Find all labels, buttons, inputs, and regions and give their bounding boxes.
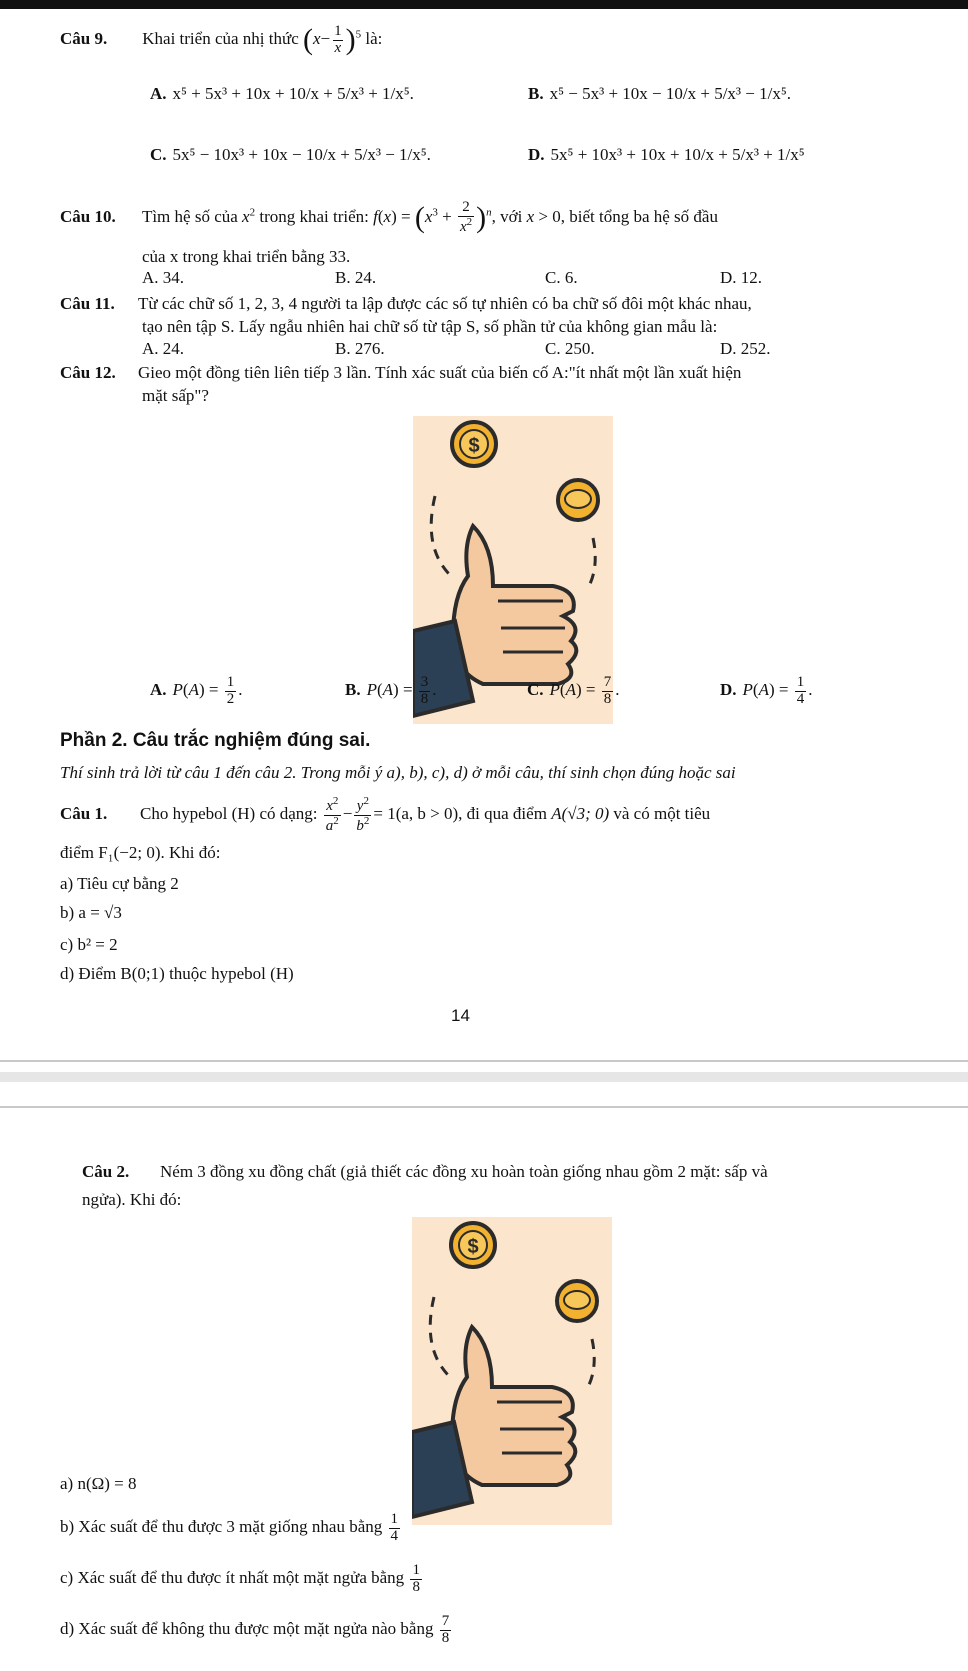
q12-line2: mặt sấp"? [142, 386, 209, 405]
q11-line2: tạo nên tập S. Lấy ngẫu nhiên hai chữ số từ tập S, số phần tử của không gian mẫu là: [142, 317, 718, 336]
page-number: 14 [451, 1006, 470, 1025]
coin-toss-illustration-2 [412, 1217, 612, 1525]
page-gap [0, 1072, 968, 1082]
q12-option-d[interactable]: D. P(A) = $\frac{1}{4}$ . [720, 674, 813, 707]
q11-option-d[interactable]: D. 252. [720, 339, 771, 358]
q12-option-b[interactable]: B. P(A) = $\frac{3}{8}$ . [345, 674, 437, 707]
p2q2-item-a[interactable]: a) n(Ω) = 8 [60, 1474, 137, 1493]
q12-option-c[interactable]: C. P(A) = $\frac{7}{8}$ . [527, 674, 620, 707]
q9-stem: Câu 9. Khai triển của nhị thức (x− $\frac{1}{x}$ )$^5$ là: [60, 22, 383, 56]
top-border [0, 0, 968, 9]
p2q1-item-b[interactable]: b) a = √3 [60, 903, 122, 922]
q9-option-b[interactable]: B. x⁵ − 5x³ + 10x − 10/x + 5/x³ − 1/x⁵. [528, 84, 791, 103]
p2q1-item-c[interactable]: c) b² = 2 [60, 935, 118, 954]
q10-option-b[interactable]: B. 24. [335, 268, 377, 287]
q10-option-c[interactable]: C. 6. [545, 268, 578, 287]
q10-line2: của x trong khai triển bằng 33. [142, 247, 351, 266]
p2q2-item-b[interactable]: b) Xác suất để thu được 3 mặt giống nhau bằng $\frac{1}{4}$ [60, 1511, 398, 1544]
q12-stem: Câu 12. Gieo một đồng tiên liên tiếp 3 lần. Tính xác suất của biến cố A:"ít nhất một lần xuất hiện [60, 363, 742, 382]
q11-stem: Câu 11. Từ các chữ số 1, 2, 3, 4 người ta lập được các số tự nhiên có ba chữ số đôi một khác nhau, [60, 294, 752, 313]
q11-option-c[interactable]: C. 250. [545, 339, 595, 358]
page-divider [0, 1106, 968, 1108]
p2q1-line2: điểm F₁(−2; 0). Khi đó: [60, 843, 221, 862]
dollar-sign: $ [467, 1236, 479, 1258]
q9-option-d[interactable]: D. 5x⁵ + 10x³ + 10x + 10/x + 5/x³ + 1/x⁵ [528, 145, 805, 164]
p2q1-item-a[interactable]: a) Tiêu cự bằng 2 [60, 874, 179, 893]
p2q2-item-c[interactable]: c) Xác suất để thu được ít nhất một mặt ngửa bằng $\frac{1}{8}$ [60, 1562, 420, 1595]
q10-stem: Câu 10. Tìm hệ số của $x^2$ trong khai triển: $f(x) = (x^3$ + $\frac{2}{x^2}$ )$^n$, với x > 0, biết tổng ba hệ số đầu [60, 199, 718, 235]
q9-label: Câu 9. [60, 28, 108, 48]
p2q1-stem: Câu 1. Cho hypebol (H) có dạng: $\frac{x^2}{a^2}$ − $\frac{y^2}{b^2}$ = 1(a, b > 0), đi qua điểm A(√3; 0) và có một tiêu [60, 795, 711, 834]
p2q1-label: Câu 1. [60, 804, 108, 824]
section-title-part2: Phần 2. Câu trắc nghiệm đúng sai. [60, 730, 371, 751]
q9-option-c[interactable]: C. 5x⁵ − 10x³ + 10x − 10/x + 5/x³ − 1/x⁵. [150, 145, 431, 164]
p2q2-item-d[interactable]: d) Xác suất để không thu được một mặt ngửa nào bằng $\frac{7}{8}$ [60, 1613, 450, 1646]
dollar-sign: $ [468, 435, 480, 457]
p2q2-label: Câu 2. [82, 1162, 130, 1181]
page-divider [0, 1060, 968, 1062]
q12-label: Câu 12. [60, 363, 116, 382]
p2q2-line2: ngửa). Khi đó: [82, 1190, 182, 1209]
q10-option-a[interactable]: A. 34. [142, 268, 185, 287]
p2q2-stem: Câu 2. Ném 3 đồng xu đồng chất (giả thiết các đồng xu hoàn toàn giống nhau gồm 2 mặt: sấp và [82, 1162, 768, 1181]
q10-label: Câu 10. [60, 206, 116, 226]
q11-option-a[interactable]: A. 24. [142, 339, 185, 358]
q11-option-b[interactable]: B. 276. [335, 339, 385, 358]
p2q1-item-d[interactable]: d) Điểm B(0;1) thuộc hypebol (H) [60, 964, 294, 983]
q11-label: Câu 11. [60, 294, 115, 313]
part2-instruction: Thí sinh trả lời từ câu 1 đến câu 2. Trong mỗi ý a), b), c), d) ở mỗi câu, thí sinh chọn đúng hoặc sai [60, 763, 736, 782]
q9-option-a[interactable]: A. x⁵ + 5x³ + 10x + 10/x + 5/x³ + 1/x⁵. [150, 84, 414, 103]
q10-option-d[interactable]: D. 12. [720, 268, 763, 287]
q12-option-a[interactable]: A. P(A) = $\frac{1}{2}$ . [150, 674, 243, 707]
